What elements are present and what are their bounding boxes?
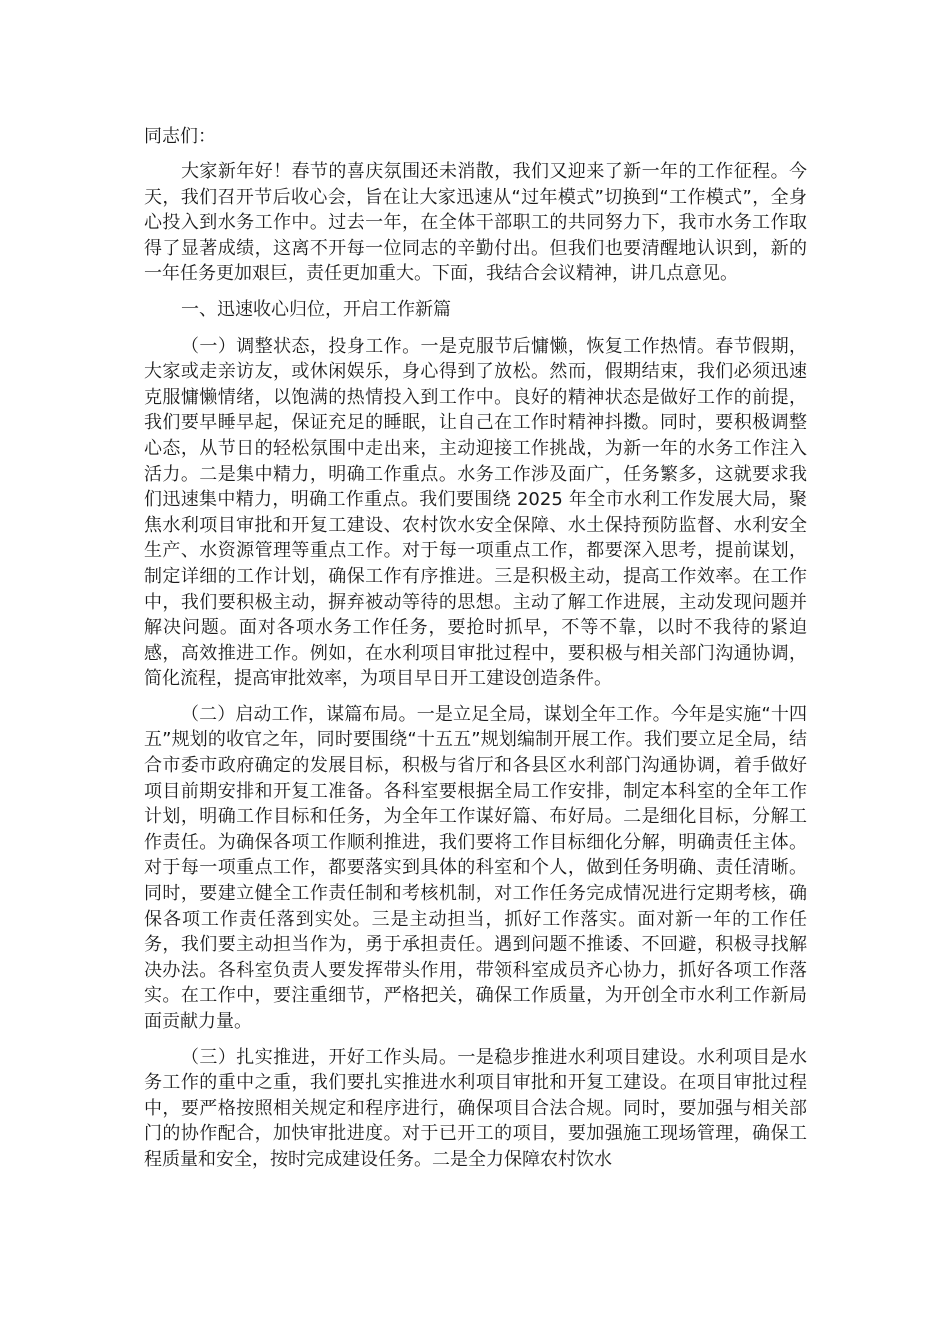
subsection-paragraph-1: （一）调整状态，投身工作。一是克服节后慵懒，恢复工作热情。春节假期，大家或走亲访友，或休闲娱乐，身心得到了放松。然而，假期结束，我们必须迅速克服慵懒情绪，以饱满的热情投入到工作中。良好的精神状态是做好工作的前提，我们要早睡早起，保证充足的睡眠，让自己在工作时精神抖擞。同时，要积极调整心态，从节日的轻松氛围中走出来，主动迎接工作挑战，为新一年的水务工作注入活力。二是集中精力，明确工作重点。水务工作涉及面广，任务繁多，这就要求我们迅速集中精力，明确工作重点。我们要围绕 2025 年全市水利工作发展大局，聚焦水利项目审批和开复工建设、农村饮水安全保障、水土保持预防监督、水利安全生产、水资源管理等重点工作。对于每一项重点工作，都要深入思考，提前谋划，制定详细的工作计划，确保工作有序推进。三是积极主动，提高工作效率。在工作中，我们要积极主动，摒弃被动等待的思想。主动了解工作进展，主动发现问题并解决问题。面对各项水务工作任务，要抢时抓早，不等不靠，以时不我待的紧迫感，高效推进工作。例如，在水利项目审批过程中，要积极与相关部门沟通协调，简化流程，提高审批效率，为项目早日开工建设创造条件。: [144, 335, 807, 690]
document-page: [144, 124, 807, 1183]
salutation: 同志们：: [144, 126, 216, 147]
subsection-paragraph-2: （二）启动工作，谋篇布局。一是立足全局，谋划全年工作。今年是实施“十四五”规划的收官之年，同时要围绕“十五五”规划编制开展工作。我们要立足全局，结合市委市政府确定的发展目标，积极与省厅和各县区水利部门沟通协调，着手做好项目前期安排和开复工准备。各科室要根据全局工作安排，制定本科室的全年工作计划，明确工作目标和任务，为全年工作谋好篇、布好局。二是细化目标，分解工作责任。为确保各项工作顺利推进，我们要将工作目标细化分解，明确责任主体。对于每一项重点工作，都要落实到具体的科室和个人，做到任务明确、责任清晰。同时，要建立健全工作责任制和考核机制，对工作任务完成情况进行定期考核，确保各项工作责任落到实处。三是主动担当，抓好工作落实。面对新一年的工作任务，我们要主动担当作为，勇于承担责任。遇到问题不推诿、不回避，积极寻找解决办法。各科室负责人要发挥带头作用，带领科室成员齐心协力，抓好各项工作落实。在工作中，要注重细节，严格把关，确保工作质量，为开创全市水利工作新局面贡献力量。: [144, 703, 807, 1032]
subsection-paragraph-3: （三）扎实推进，开好工作头局。一是稳步推进水利项目建设。水利项目是水务工作的重中之重，我们要扎实推进水利项目审批和开复工建设。在项目审批过程中，要严格按照相关规定和程序进行，确保项目合法合规。同时，要加强与相关部门的协作配合，加快审批进度。对于已开工的项目，要加强施工现场管理，确保工程质量和安全，按时完成建设任务。二是全力保障农村饮水: [144, 1046, 807, 1170]
section-heading-1: 一、迅速收心归位，开启工作新篇: [181, 298, 451, 320]
intro-paragraph: 大家新年好！春节的喜庆氛围还未消散，我们又迎来了新一年的工作征程。今天，我们召开节后收心会，旨在让大家迅速从“过年模式”切换到“工作模式”，全身心投入到水务工作中。过去一年，在全体干部职工的共同努力下，我市水务工作取得了显著成绩，这离不开每一位同志的辛勤付出。但我们也要清醒地认识到，新的一年任务更加艰巨，责任更加重大。下面，我结合会议精神，讲几点意见。: [144, 161, 807, 285]
